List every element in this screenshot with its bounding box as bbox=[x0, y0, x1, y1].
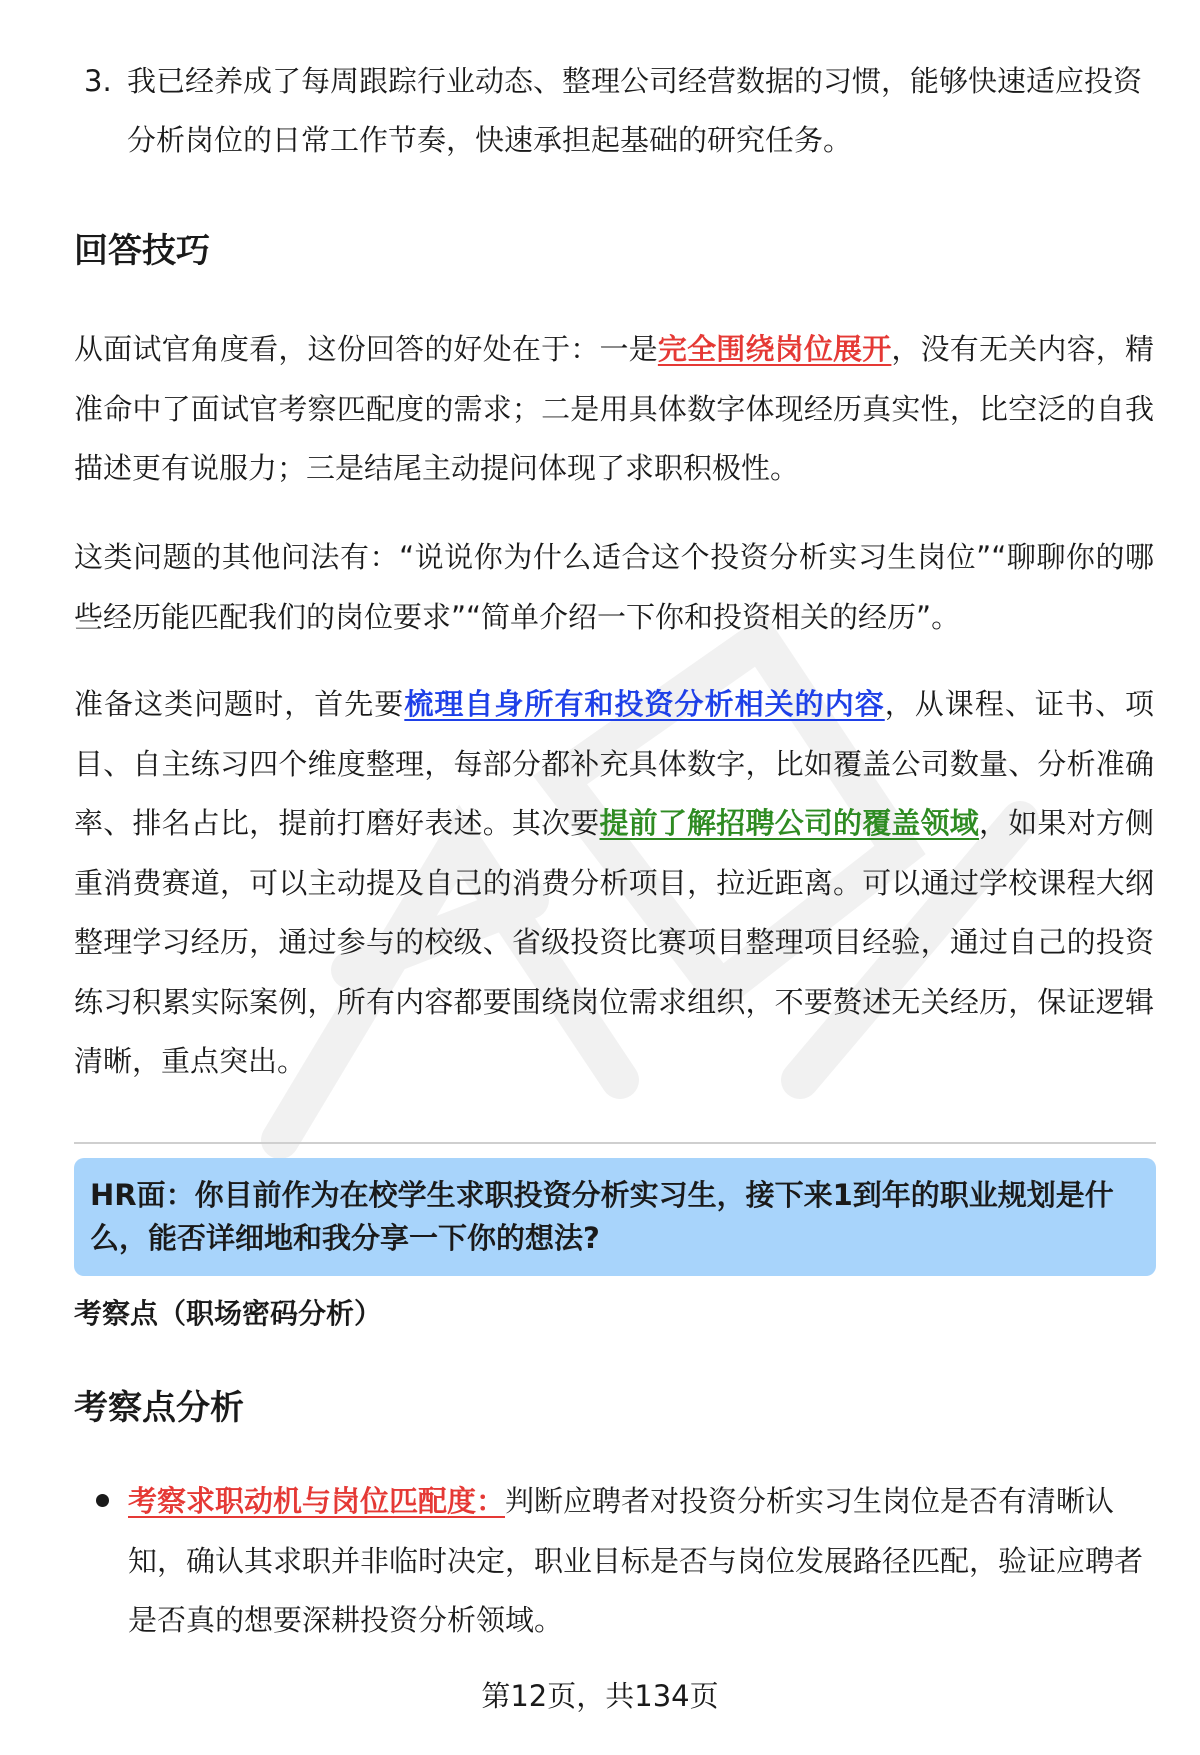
para3-part3: ，如果对方侧重消费赛道，可以主动提及自己的消费分析项目，拉近距离。可以通过学校课程大纲整理学习经历，通过参与的校级、省级投资比赛项目整理项目经验，通过自己的投资练习积累实际案例，所有内容都要围绕岗位需求组织，不要赘述无关经历，保证逻辑清晰，重点突出。 bbox=[74, 806, 1154, 1078]
para3-part2: ，从课程、证书、项目、自主练习四个维度整理，每部分都补充具体数字，比如覆盖公司数量、分析准确率、排名占比，提前打磨好表述。其次要 bbox=[74, 687, 1154, 840]
highlight-know-company: 提前了解招聘公司的覆盖领域 bbox=[599, 806, 979, 840]
section-heading-assessment: 考察点分析 bbox=[74, 1388, 244, 1428]
list-item-3 bbox=[84, 52, 1144, 170]
paragraph-interviewer-view bbox=[74, 320, 1154, 499]
page-footer: 第12页，共134页 bbox=[481, 1679, 719, 1713]
highlight-motivation-match: 考察求职动机与岗位匹配度： bbox=[128, 1484, 506, 1518]
list-number: 3. bbox=[84, 64, 112, 98]
hr-question-box bbox=[74, 1158, 1156, 1276]
hr-question-text: HR面：你目前作为在校学生求职投资分析实习生，接下来1到年的职业规划是什么，能否详细地和我分享一下你的想法? bbox=[90, 1178, 1114, 1255]
bullet-text bbox=[128, 1472, 1146, 1651]
section-divider bbox=[74, 1142, 1156, 1144]
list-item-text: 我已经养成了每周跟踪行业动态、整理公司经营数据的习惯，能够快速适应投资分析岗位的日常工作节奏，快速承担起基础的研究任务。 bbox=[127, 64, 1143, 157]
bullet-body-text: 判断应聘者对投资分析实习生岗位是否有清晰认知，确认其求职并非临时决定，职业目标是否与岗位发展路径匹配，验证应聘者是否真的想要深耕投资分析领域。 bbox=[128, 1484, 1144, 1637]
paragraph-other-questions: 这类问题的其他问法有：“说说你为什么适合这个投资分析实习生岗位”“聊聊你的哪些经历能匹配我们的岗位要求”“简单介绍一下你和投资相关的经历”。 bbox=[74, 540, 1154, 634]
bullet-dot-icon bbox=[96, 1494, 109, 1507]
highlight-sort-experience: 梳理自身所有和投资分析相关的内容 bbox=[404, 687, 885, 721]
assessment-label: 考察点（职场密码分析） bbox=[74, 1297, 383, 1330]
highlight-around-position: 完全围绕岗位展开 bbox=[657, 332, 892, 366]
para3-part1: 准备这类问题时，首先要 bbox=[74, 687, 405, 721]
bullet-item-motivation bbox=[96, 1472, 1146, 1651]
para1-text-after: ，没有无关内容，精准命中了面试官考察匹配度的需求；二是用具体数字体现经历真实性，比空泛的自我描述更有说服力；三是结尾主动提问体现了求职积极性。 bbox=[74, 332, 1154, 485]
section-heading-answer-tips: 回答技巧 bbox=[74, 231, 210, 271]
paragraph-preparation bbox=[74, 675, 1154, 1092]
para1-text-before: 从面试官角度看，这份回答的好处在于：一是 bbox=[74, 332, 658, 366]
